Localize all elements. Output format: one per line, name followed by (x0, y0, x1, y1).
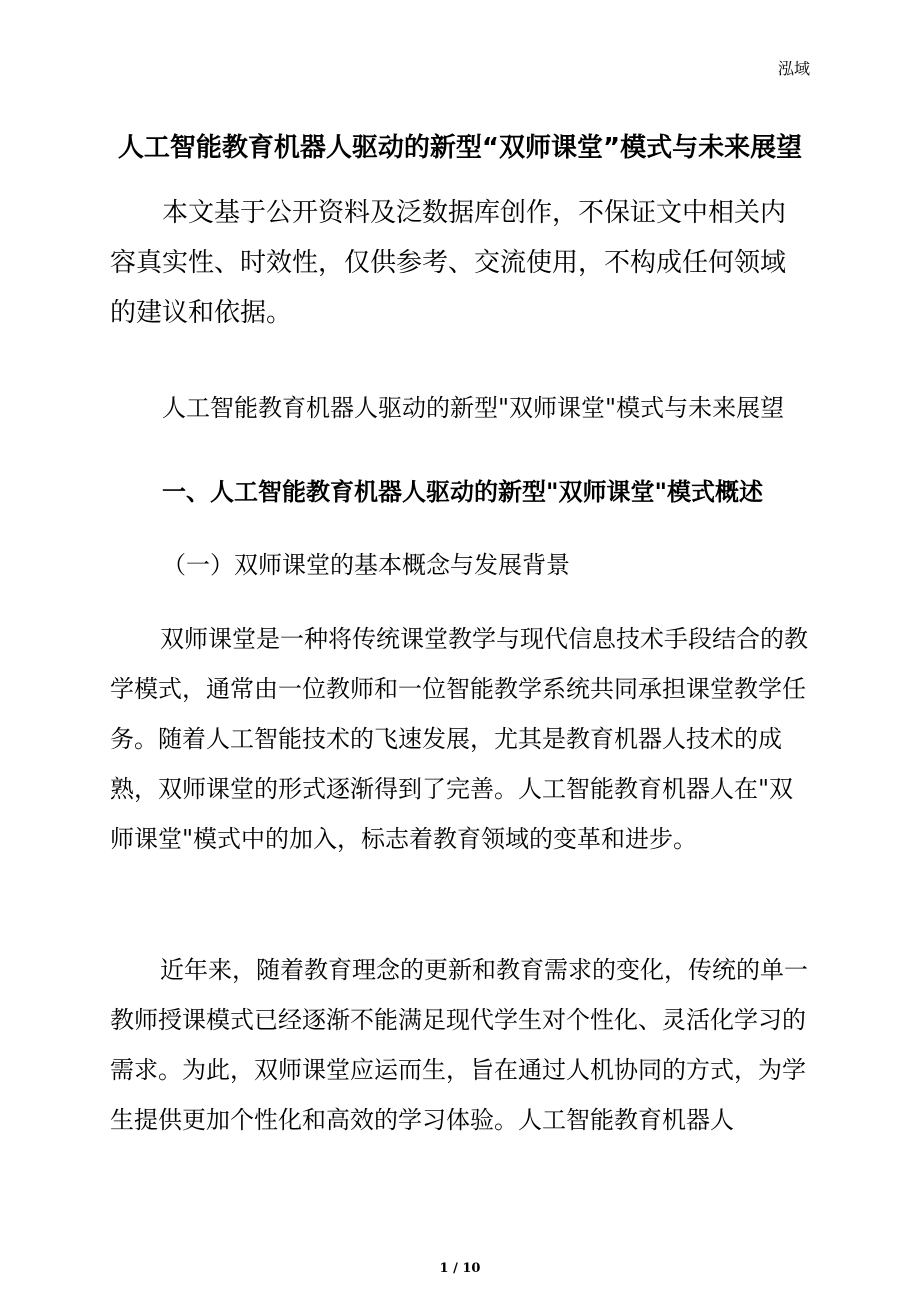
disclaimer-paragraph: 本文基于公开资料及泛数据库创作，不保证文中相关内容真实性、时效性，仅供参考、交流使用，不构成任何领域的建议和依据。 (110, 198, 787, 328)
header-mark: 泓域 (778, 59, 811, 78)
section-heading: 一、人工智能教育机器人驱动的新型"双师课堂"模式概述 (162, 478, 764, 506)
document-title: 人工智能教育机器人驱动的新型“双师课堂”模式与未来展望 (117, 133, 803, 163)
document-subtitle: 人工智能教育机器人驱动的新型"双师课堂"模式与未来展望 (162, 394, 785, 422)
body-paragraph: 近年来，随着教育理念的更新和教育需求的变化，传统的单一教师授课模式已经逐渐不能满足现代学生对个性化、灵活化学习的需求。为此，双师课堂应运而生，旨在通过人机协同的方式，为学生提供更加个性化和高效的学习体验。人工智能教育机器人 (110, 956, 808, 1134)
body-paragraph: 双师课堂是一种将传统课堂教学与现代信息技术手段结合的教学模式，通常由一位教师和一位智能教学系统共同承担课堂教学任务。随着人工智能技术的飞速发展，尤其是教育机器人技术的成熟，双师课堂的形式逐渐得到了完善。人工智能教育机器人在"双师课堂"模式中的加入，标志着教育领域的变革和进步。 (110, 625, 808, 853)
page-indicator: 1 / 10 (439, 1261, 481, 1276)
sub-heading: （一）双师课堂的基本概念与发展背景 (162, 551, 570, 579)
